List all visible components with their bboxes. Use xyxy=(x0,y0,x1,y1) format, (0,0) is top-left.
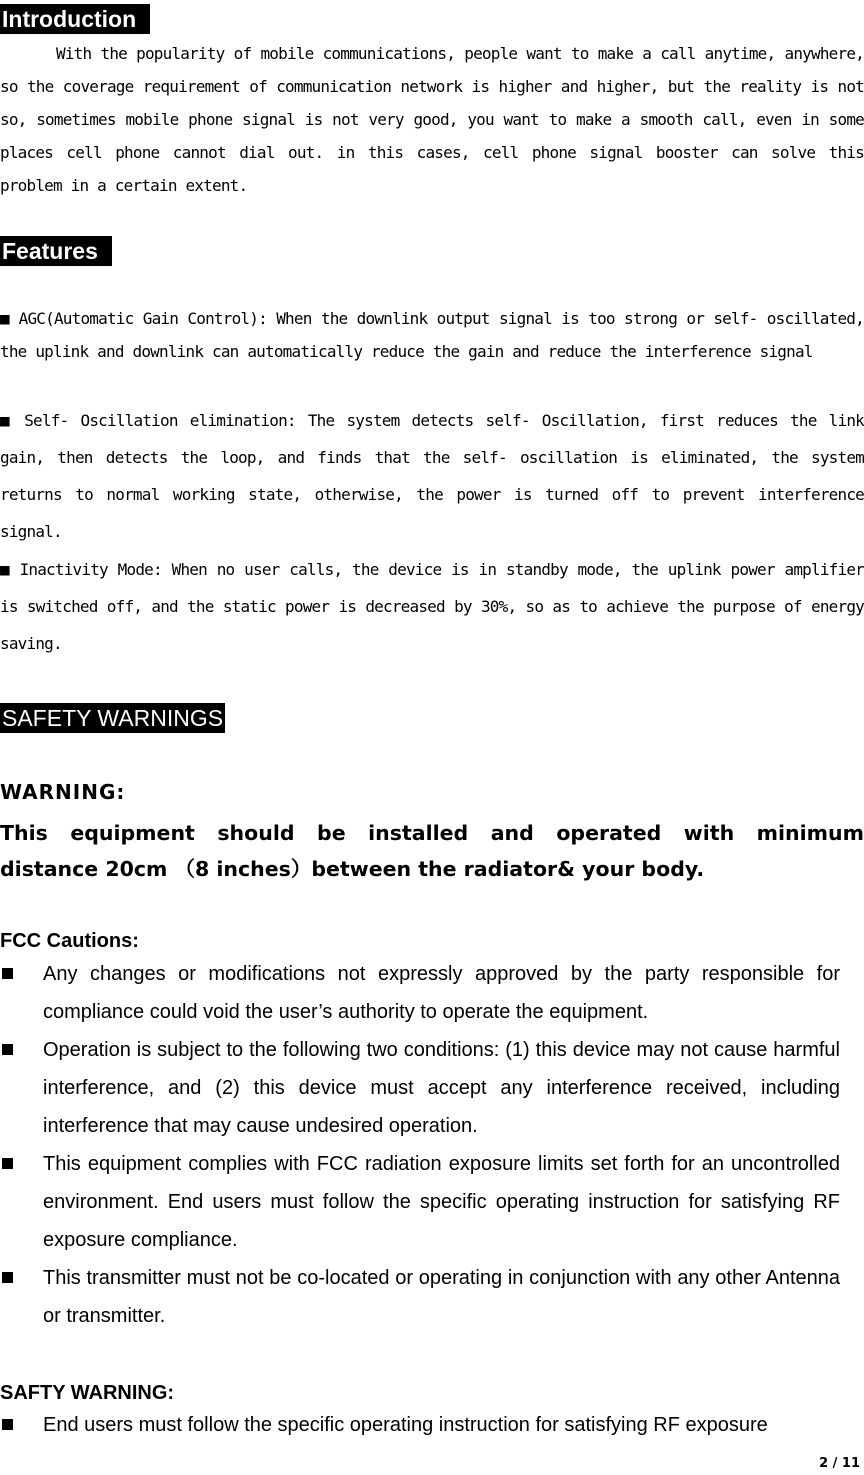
list-item xyxy=(0,1406,840,1444)
square-bullet-icon: ■ xyxy=(0,309,10,328)
square-bullet-icon xyxy=(2,1158,13,1169)
square-bullet-icon xyxy=(2,1419,13,1430)
introduction-paragraph xyxy=(0,37,864,202)
square-bullet-icon: ■ xyxy=(0,560,10,579)
list-item-text: End users must follow the specific operating instruction for satisfying RF exposure xyxy=(43,1414,768,1436)
fcc-cautions-heading: FCC Cautions: xyxy=(0,930,139,952)
square-bullet-icon xyxy=(2,1044,13,1055)
features-heading: Features xyxy=(0,236,112,266)
introduction-heading: Introduction xyxy=(0,4,150,34)
safety-warnings-heading: SAFETY WARNINGS xyxy=(2,705,224,731)
page-number: 2 / 11 xyxy=(819,1456,860,1471)
warning-label: WARNING: xyxy=(0,780,126,804)
list-item-text: This equipment complies with FCC radiation exposure limits set forth for an uncontrolled environment. End users must follow the specific operating instruction for satisfying RF exposure compliance. xyxy=(43,1153,840,1251)
feature-item-self-oscillation xyxy=(0,402,864,550)
warning-text xyxy=(0,815,864,887)
square-bullet-icon xyxy=(2,1272,13,1283)
warning-line-1: This equipment should be installed and operated with minimum xyxy=(0,821,864,845)
list-item xyxy=(0,1145,840,1259)
feature-item-agc xyxy=(0,302,864,368)
list-item-text: Operation is subject to the following two conditions: (1) this device may not cause harmful interference, and (2) this device must accept any interference received, including interference that may cause undesired operation. xyxy=(43,1039,840,1137)
feature-text: AGC(Automatic Gain Control): When the downlink output signal is too strong or self- oscillated, the uplink and downlink can automatically reduce the gain and reduce the interference signal xyxy=(0,309,864,361)
feature-text: Self- Oscillation elimination: The system detects self- Oscillation, first reduces the link gain, then detects the loop, and finds that the self- oscillation is eliminated, the system returns to normal working state, otherwise, the power is turned off to prevent interference signal. xyxy=(0,411,864,541)
list-item xyxy=(0,955,840,1031)
fcc-cautions-list xyxy=(0,955,840,1335)
feature-text: Inactivity Mode: When no user calls, the device is in standby mode, the uplink power amplifier is switched off, and the static power is decreased by 30%, so as to achieve the purpose of energy saving. xyxy=(0,560,864,653)
square-bullet-icon: ■ xyxy=(0,411,13,430)
safty-warning-list xyxy=(0,1406,840,1444)
list-item-text: This transmitter must not be co-located or operating in conjunction with any other Antenna or transmitter. xyxy=(43,1267,840,1327)
list-item xyxy=(0,1031,840,1145)
safty-warning-heading: SAFTY WARNING: xyxy=(0,1382,175,1404)
feature-item-inactivity-mode xyxy=(0,551,864,662)
square-bullet-icon xyxy=(2,968,13,979)
introduction-text: With the popularity of mobile communications, people want to make a call anytime, anywhere, so the coverage requirement of communication network is higher and higher, but the reality is not so, sometimes mobile phone signal is not very good, you want to make a smooth call, even in some places cell phone cannot dial out. in this cases, cell phone signal booster can solve this problem in a certain extent. xyxy=(0,44,864,195)
warning-line-2: distance 20cm （8 inches）between the radiator& your body. xyxy=(0,857,705,881)
list-item-text: Any changes or modifications not expressly approved by the party responsible for compliance could void the user’s authority to operate the equipment. xyxy=(43,963,840,1023)
list-item xyxy=(0,1259,840,1335)
